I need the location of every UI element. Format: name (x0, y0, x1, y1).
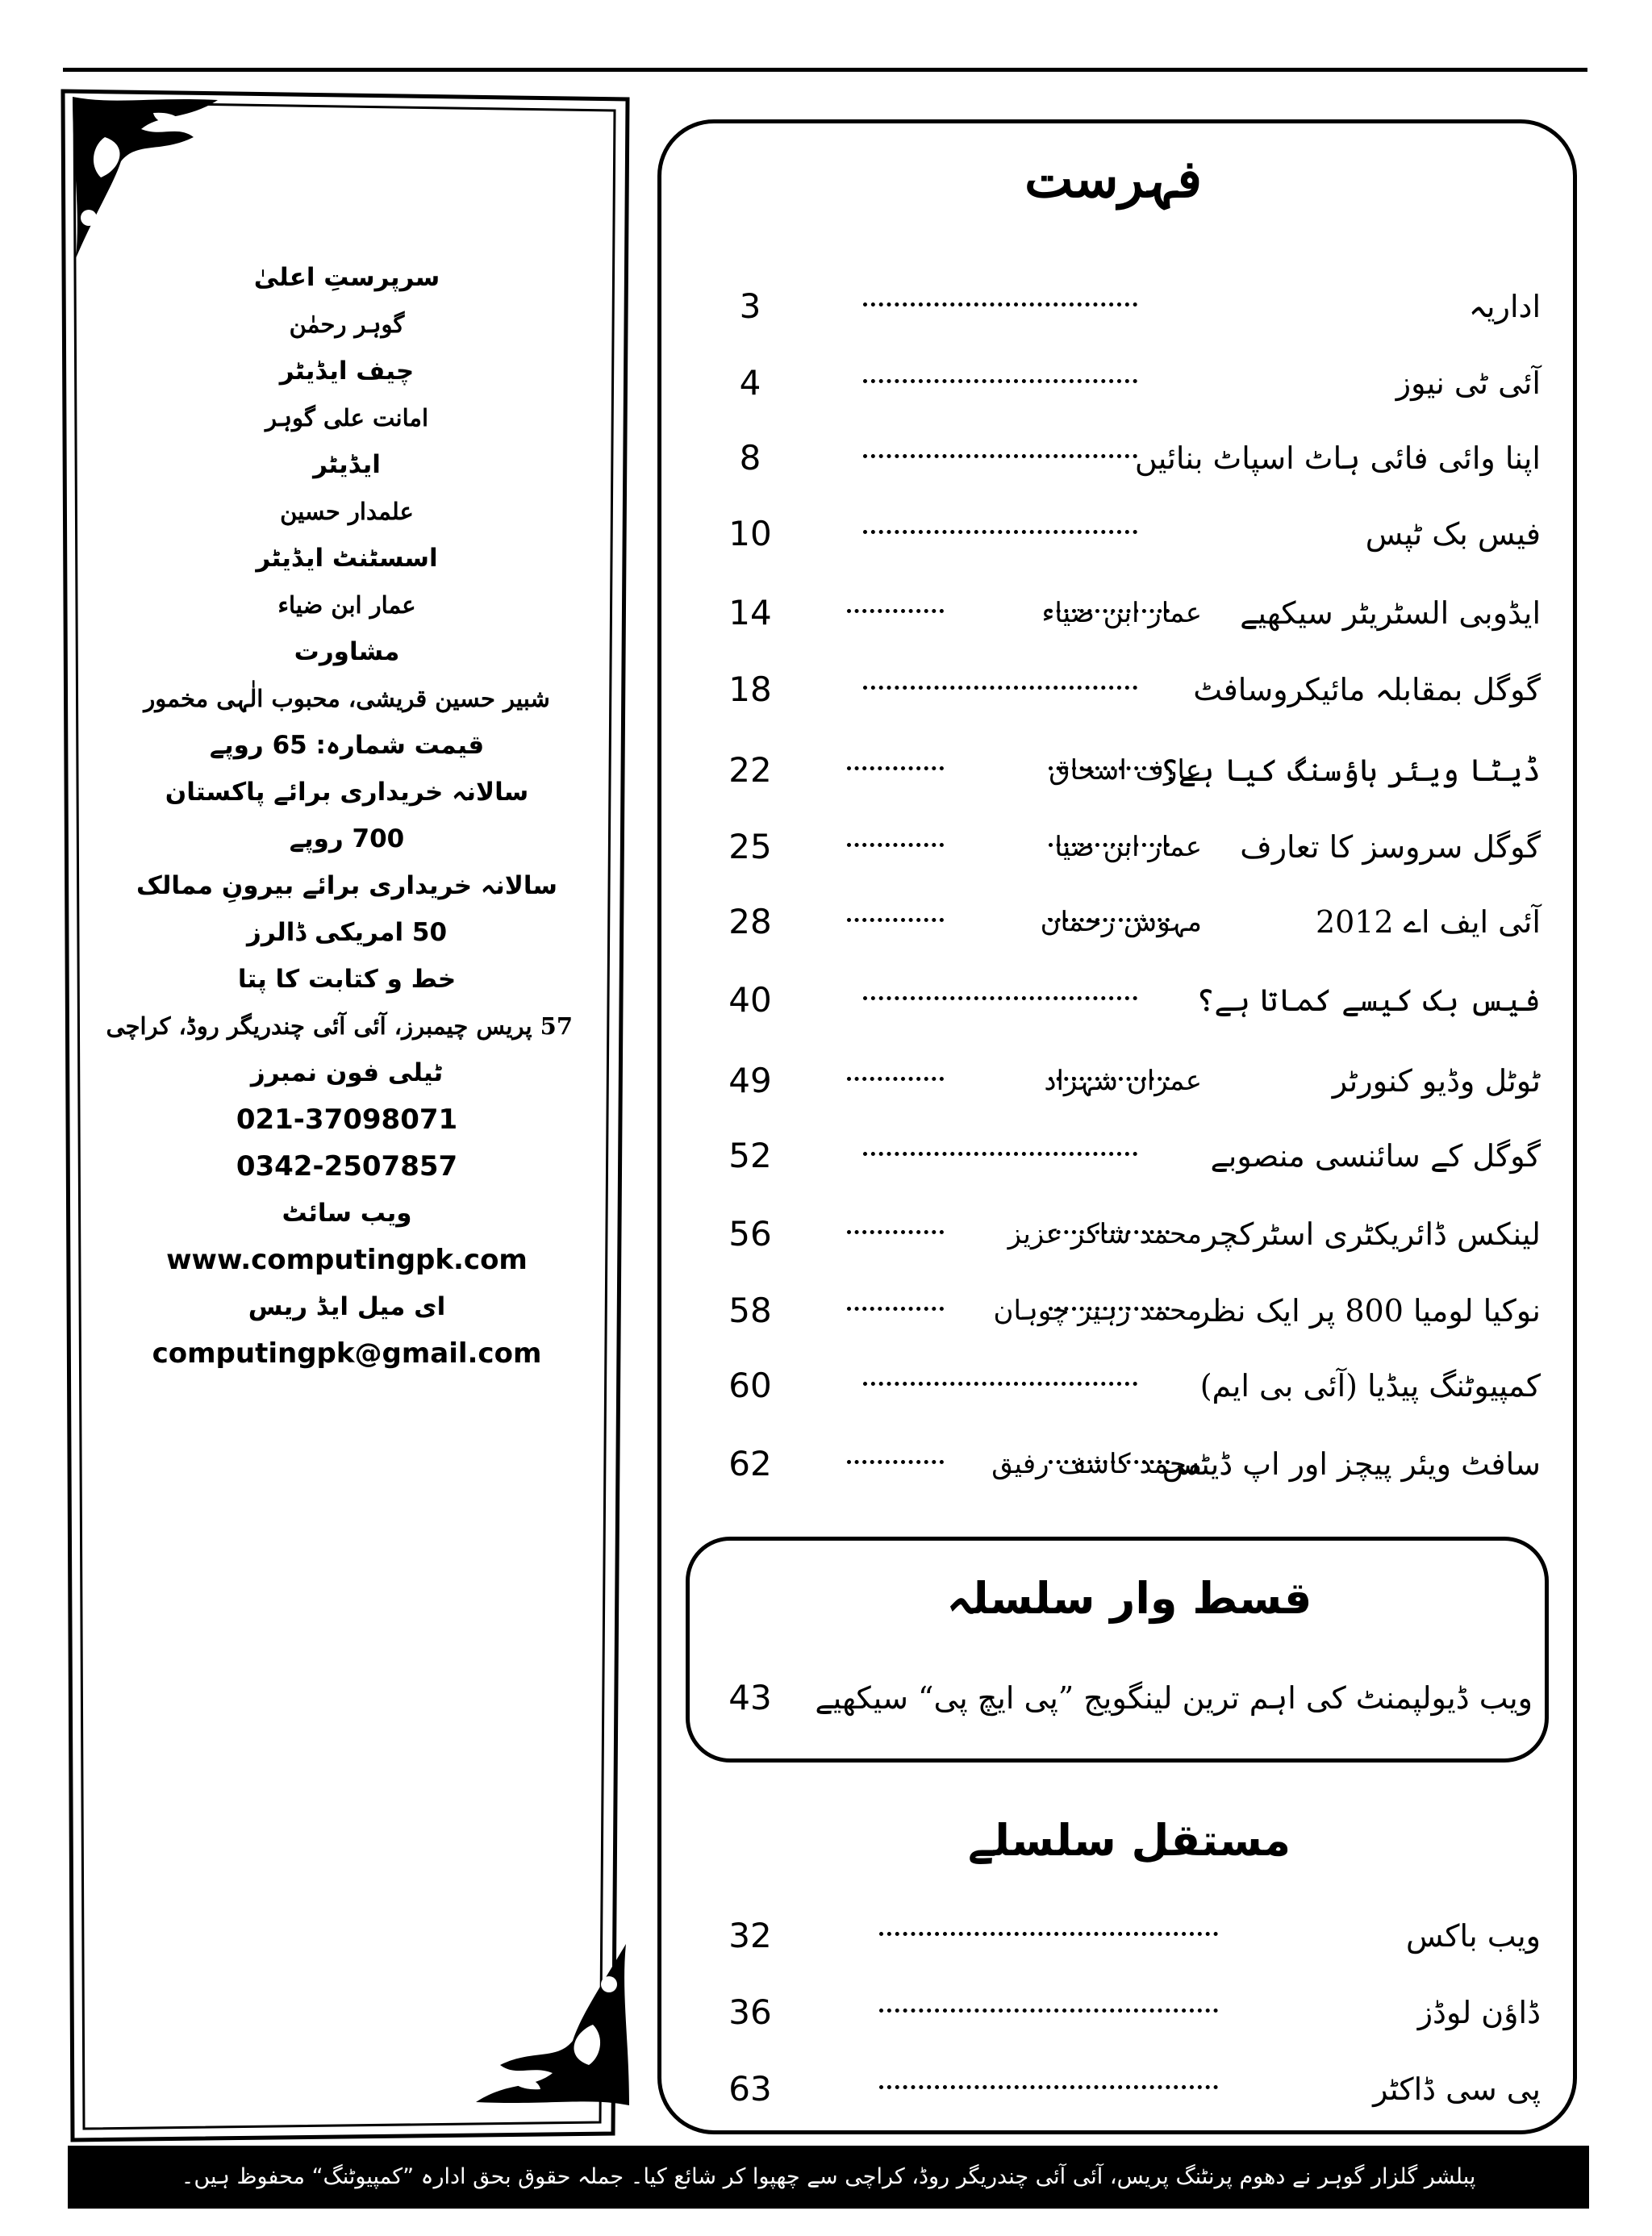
page-number: 63 (728, 2069, 772, 2109)
entry-title: ویب باکس (1405, 1918, 1541, 1954)
serial-entry[interactable] (702, 1670, 1541, 1726)
page-number: 62 (728, 1444, 772, 1483)
page-number: 4 (739, 363, 761, 403)
page-number: 14 (728, 593, 772, 632)
toc-entry[interactable] (702, 1128, 1541, 1184)
leader-dots (847, 1230, 944, 1234)
leader-dots (847, 766, 944, 770)
entry-title: گوگل کے سائنسی منصوبے (1210, 1138, 1541, 1174)
page-number: 10 (728, 514, 772, 553)
entry-author: عمران شہزاد (1044, 1065, 1202, 1097)
chief-editor-label: چیف ایڈیٹر (279, 357, 415, 386)
leader-dots (1049, 609, 1170, 613)
entry-title: نوکیا لومیا 800 پر ایک نظر (1195, 1293, 1541, 1329)
entry-author: محمد زہیر چوہان (993, 1295, 1202, 1327)
entry-title: ڈاؤن لوڈز (1417, 1995, 1541, 2030)
issue-price: قیمت شمارہ: 65 روپے (209, 731, 485, 760)
leader-dots (879, 2085, 1218, 2089)
page-number: 25 (728, 827, 772, 866)
chief-editor-name: امانت علی گوہر (265, 404, 429, 432)
top-rule (63, 68, 1587, 72)
page-number: 28 (728, 902, 772, 941)
floral-ornament-icon (468, 1936, 637, 2113)
editor-label: ایڈیٹر (313, 450, 381, 479)
toc-entry[interactable] (702, 972, 1541, 1028)
page-number: 18 (728, 670, 772, 709)
toc-entry[interactable] (702, 430, 1541, 486)
leader-dots (863, 1152, 1137, 1156)
annual-abroad-price: 50 امریکی ڈالرز (246, 918, 448, 947)
page-number: 36 (728, 1992, 772, 2032)
advisory-names: شبیر حسین قریشی، محبوب الٰہی مخمور (144, 685, 550, 712)
leader-dots (847, 1077, 944, 1081)
leader-dots (847, 1460, 944, 1464)
leader-dots (863, 530, 1137, 534)
serial-frame (686, 1537, 1549, 1763)
entry-title: ویب ڈیولپمنٹ کی اہم ترین لینگویج ”پی ایچ پی“ سیکھیے (815, 1680, 1533, 1716)
leader-dots (863, 454, 1137, 458)
page-number: 3 (739, 286, 761, 326)
page-number: 58 (728, 1291, 772, 1330)
toc-entry[interactable] (702, 819, 1541, 875)
page-number: 40 (728, 980, 772, 1020)
entry-title: کمپیوٹنگ پیڈیا (آئی بی ایم) (1199, 1368, 1541, 1404)
page-number: 8 (739, 438, 761, 478)
masthead-credits (106, 254, 573, 1377)
entry-title: پی سی ڈاکٹر (1373, 2071, 1541, 2107)
entry-author: عارف اسحاق (1049, 754, 1202, 786)
toc-entry[interactable] (702, 278, 1541, 335)
leader-dots (1049, 1307, 1170, 1311)
email-link[interactable]: computingpk@gmail.com (152, 1337, 542, 1370)
entry-title: ایڈوبی السٹریٹر سیکھیے (1240, 595, 1541, 631)
toc-entry[interactable] (702, 1436, 1541, 1492)
phone-label: ٹیلی فون نمبرز (250, 1058, 444, 1087)
toc-entry[interactable] (702, 506, 1541, 562)
patron-label: سرپرستِ اعلیٰ (253, 263, 440, 292)
toc-entry[interactable] (702, 1053, 1541, 1109)
entry-title: آئی ایف اے 2012 (1315, 904, 1541, 940)
email-label: ای میل ایڈ ریس (248, 1292, 446, 1321)
entry-title: ٹوٹل وڈیو کنورٹر (1332, 1063, 1541, 1099)
entry-title: اپنا وائی فائی ہاٹ اسپاٹ بنائیں (1134, 440, 1541, 476)
permanent-entry[interactable] (702, 1908, 1541, 1964)
page-number: 56 (728, 1214, 772, 1254)
advisory-label: مشاورت (294, 637, 400, 666)
entry-title: گوگل بمقابلہ مائیکروسافٹ (1193, 672, 1541, 707)
entry-title: فیس بک ٹپس (1365, 516, 1541, 552)
leader-dots (863, 996, 1137, 1000)
toc-entry[interactable] (702, 742, 1541, 799)
phone-1: 021-37098071 (236, 1103, 458, 1136)
leader-dots (1049, 1460, 1170, 1464)
entry-author: عمار ابن ضیاء (1041, 597, 1202, 629)
permanent-title: مستقل سلسلے (967, 1815, 1291, 1866)
editor-name: علمدار حسین (280, 498, 414, 525)
toc-entry[interactable] (702, 661, 1541, 718)
page-number: 32 (728, 1916, 772, 1955)
leader-dots (847, 843, 944, 847)
leader-dots (847, 1307, 944, 1311)
footer-text: پبلشر گلزار گوہر نے دھوم پرنٹنگ پریس، آئی آئی چندریگر روڈ، کراچی سے چھپوا کر شائع کیا۔ جملہ حقوق بحق ادارہ ”کمپیوٹنگ“ محفوظ ہیں۔ (181, 2164, 1476, 2189)
toc-entry[interactable] (702, 1206, 1541, 1262)
floral-ornament-icon (65, 89, 226, 266)
annual-pakistan-price: 700 روپے (289, 824, 405, 853)
leader-dots (863, 379, 1137, 383)
publisher-footer (68, 2146, 1589, 2209)
assistant-editor-label: اسسٹنٹ ایڈیٹر (256, 544, 438, 573)
leader-dots (1049, 1077, 1170, 1081)
leader-dots (1049, 766, 1170, 770)
entry-title: ڈیٹا ویئر ہاؤسنگ کیا ہے؟ (1160, 753, 1541, 788)
entry-title: سافٹ ویئر پیچز اور اپ ڈیٹس (1162, 1446, 1541, 1482)
leader-dots (863, 302, 1137, 307)
page-number: 22 (728, 750, 772, 790)
entry-author: محمد شاکر عزیز (1007, 1218, 1202, 1250)
assistant-editor-name: عمار ابن ضیاء (277, 591, 416, 619)
website-link[interactable]: www.computingpk.com (166, 1244, 528, 1276)
address-label: خط و کتابت کا پتا (237, 965, 457, 994)
page-number: 52 (728, 1136, 772, 1175)
patron-name: گوہر رحمٰن (289, 311, 405, 338)
leader-dots (879, 2009, 1218, 2013)
entry-author: مہوش رحمان (1040, 906, 1202, 938)
permanent-entry[interactable] (702, 2061, 1541, 2117)
toc-entry[interactable] (702, 1283, 1541, 1339)
entry-title: اداریہ (1468, 289, 1541, 324)
leader-dots (1049, 918, 1170, 922)
entry-author: محمد کاشف رفیق (991, 1448, 1202, 1480)
entry-title: فیس بک کیسے کماتا ہے؟ (1196, 982, 1541, 1018)
toc-entry[interactable] (702, 1358, 1541, 1414)
page-number: 43 (728, 1678, 772, 1717)
leader-dots (863, 1382, 1137, 1386)
serial-title: قسط وار سلسلہ (946, 1573, 1312, 1624)
leader-dots (1049, 1230, 1170, 1234)
annual-abroad-label: سالانہ خریداری برائے بیرونِ ممالک (136, 871, 557, 900)
entry-title: لینکس ڈائریکٹری اسٹرکچر (1202, 1216, 1541, 1252)
permanent-entry[interactable] (702, 1984, 1541, 2041)
toc-entry[interactable] (702, 894, 1541, 950)
toc-title: فہرست (1024, 149, 1202, 210)
website-label: ویب سائٹ (282, 1199, 412, 1228)
phone-2: 0342-2507857 (236, 1150, 458, 1183)
entry-title: آئی ٹی نیوز (1395, 365, 1541, 401)
entry-author: عمار ابن ضیا (1054, 831, 1202, 863)
page-number: 49 (728, 1061, 772, 1100)
address: 57 پریس چیمبرز، آئی آئی چندریگر روڈ، کراچی (106, 1012, 573, 1040)
leader-dots (863, 686, 1137, 690)
annual-pakistan-label: سالانہ خریداری برائے پاکستان (165, 778, 529, 807)
page-number: 60 (728, 1366, 772, 1405)
entry-title: گوگل سروسز کا تعارف (1240, 829, 1541, 865)
toc-entry[interactable] (702, 355, 1541, 411)
toc-entry[interactable] (702, 585, 1541, 641)
leader-dots (847, 918, 944, 922)
leader-dots (847, 609, 944, 613)
leader-dots (1049, 843, 1170, 847)
leader-dots (879, 1932, 1218, 1936)
